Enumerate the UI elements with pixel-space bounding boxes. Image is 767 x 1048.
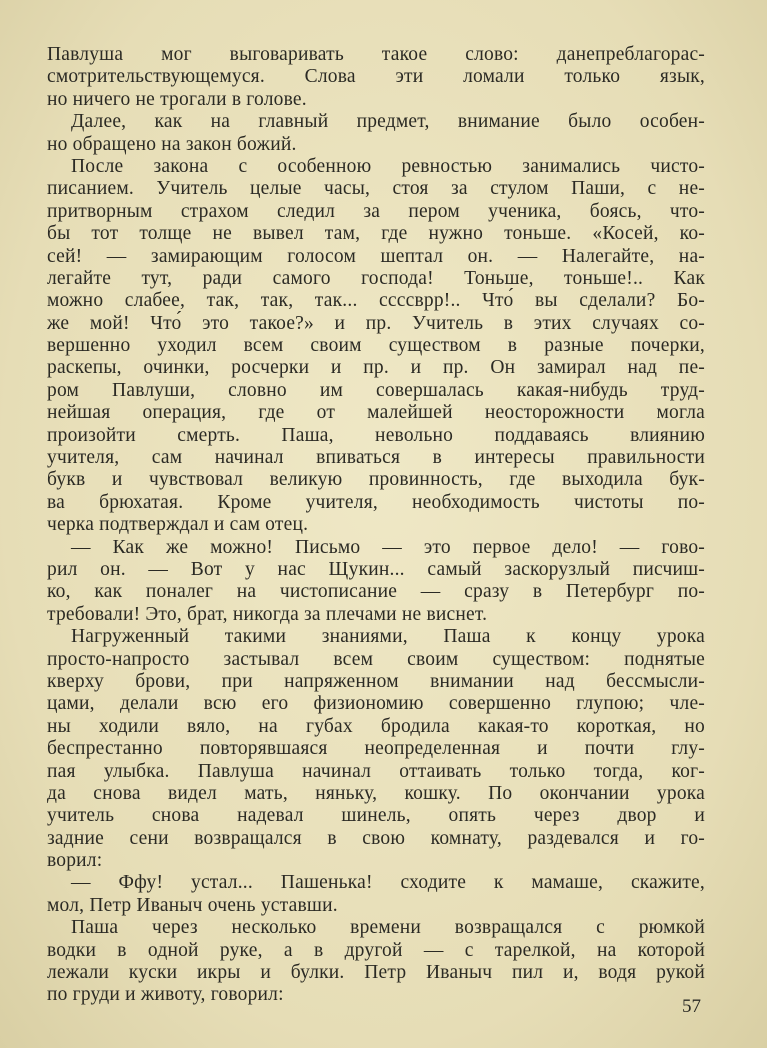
text-line: Павлуша мог выговаривать такое слово: данепреблагорас- xyxy=(47,44,705,65)
text-line: пая улыбка. Павлуша начинал оттаивать только тогда, ког- xyxy=(47,760,705,782)
text-line: ва брюхатая. Кроме учителя, необходимость чистоты по- xyxy=(47,491,705,513)
text-line: Нагруженный такими знаниями, Паша к концу урока xyxy=(71,626,705,648)
text-line: лежали куски икры и булки. Петр Иваныч пил и, водя рукой xyxy=(47,962,705,984)
text-line: раскепы, очинки, росчерки и пр. и пр. Он замирал над пе- xyxy=(47,357,705,379)
text-line: беспрестанно повторявшаяся неопределенная и почти глу- xyxy=(47,738,705,760)
text-line: После закона с особенною ревностью занимались чисто- xyxy=(71,155,705,177)
text-line: Далее, как на главный предмет, внимание было особен- xyxy=(71,111,705,133)
text-line: цами, делали всю его физиономию совершенно глупою; чле- xyxy=(47,693,705,715)
text-line: смотрительствующемуся. Слова эти ломали только язык, xyxy=(47,66,705,88)
text-line: нейшая операция, где от малейшей неосторожности могла xyxy=(47,402,705,424)
text-line: Паша через несколько времени возвращался с рюмкой xyxy=(71,917,705,939)
text-line: водки в одной руке, а в другой — с тарелкой, на которой xyxy=(47,939,705,961)
text-line: рил он. — Вот у нас Щукин... самый заскорузлый писчиш- xyxy=(47,558,705,580)
text-line: — Ффу! устал... Пашенька! сходите к мамаше, скажите, xyxy=(71,872,705,894)
text-line: учителя, сам начинал впиваться в интересы правильности xyxy=(47,447,705,469)
text-line: писанием. Учитель целые часы, стоя за стулом Паши, с не- xyxy=(47,178,705,200)
text-line: можно слабее, так, так, так... ссссврр!.. Что́ вы сделали? Бо- xyxy=(47,290,705,312)
text-line: но ничего не трогали в голове. xyxy=(47,88,307,110)
text-line: учитель снова надевал шинель, опять через двор и xyxy=(47,805,705,827)
text-line: требовали! Это, брат, никогда за плечами не виснет. xyxy=(47,603,488,625)
page-body-text xyxy=(47,44,705,1007)
paragraph xyxy=(47,537,705,627)
text-line: — Как же можно! Письмо — это первое дело! — гово- xyxy=(71,536,705,558)
text-line: легайте тут, ради самого господа! Тоньше, тоньше!.. Как xyxy=(47,267,705,289)
paragraph xyxy=(47,872,705,917)
text-line: бы тот толще не вывел там, где нужно тоньше. «Косей, ко- xyxy=(47,223,705,245)
text-line: ром Павлуши, словно им совершалась какая-нибудь труд- xyxy=(47,379,705,401)
text-line: ворил: xyxy=(47,850,103,872)
text-line: притворным страхом следил за пером ученика, боясь, что- xyxy=(47,200,705,222)
paragraph xyxy=(47,917,705,1007)
text-line: просто-напросто застывал всем своим существом: поднятые xyxy=(47,648,705,670)
paragraph xyxy=(47,111,705,156)
text-line: же мой! Что́ это такое?» и пр. Учитель в этих случаях со- xyxy=(47,312,705,334)
text-line: но обращено на закон божий. xyxy=(47,133,297,155)
text-line: произойти смерть. Паша, невольно поддаваясь влиянию xyxy=(47,424,705,446)
text-line: да снова видел мать, няньку, кошку. По окончании урока xyxy=(47,782,705,804)
text-line: ны ходили вяло, на губах бродила какая-то короткая, но xyxy=(47,715,705,737)
paragraph xyxy=(47,44,705,111)
text-line: черка подтверждал и сам отец. xyxy=(47,514,309,536)
text-line: задние сени возвращался в свою комнату, раздевался и го- xyxy=(47,827,705,849)
text-line: по груди и животу, говорил: xyxy=(47,984,284,1006)
text-line: ко, как поналег на чистописание — сразу в Петербург по- xyxy=(47,581,705,603)
text-line: мол, Петр Иваныч очень уставши. xyxy=(47,894,338,916)
text-line: букв и чувствовал великую провинность, где выходила бук- xyxy=(47,469,705,491)
text-line: вершенно уходил всем своим существом в разные почерки, xyxy=(47,335,705,357)
text-line: сей! — замирающим голосом шептал он. — Налегайте, на- xyxy=(47,245,705,267)
text-line: кверху брови, при напряженном внимании над бессмысли- xyxy=(47,670,705,692)
page-number: 57 xyxy=(682,996,701,1017)
paragraph xyxy=(47,626,705,872)
paragraph xyxy=(47,156,705,537)
